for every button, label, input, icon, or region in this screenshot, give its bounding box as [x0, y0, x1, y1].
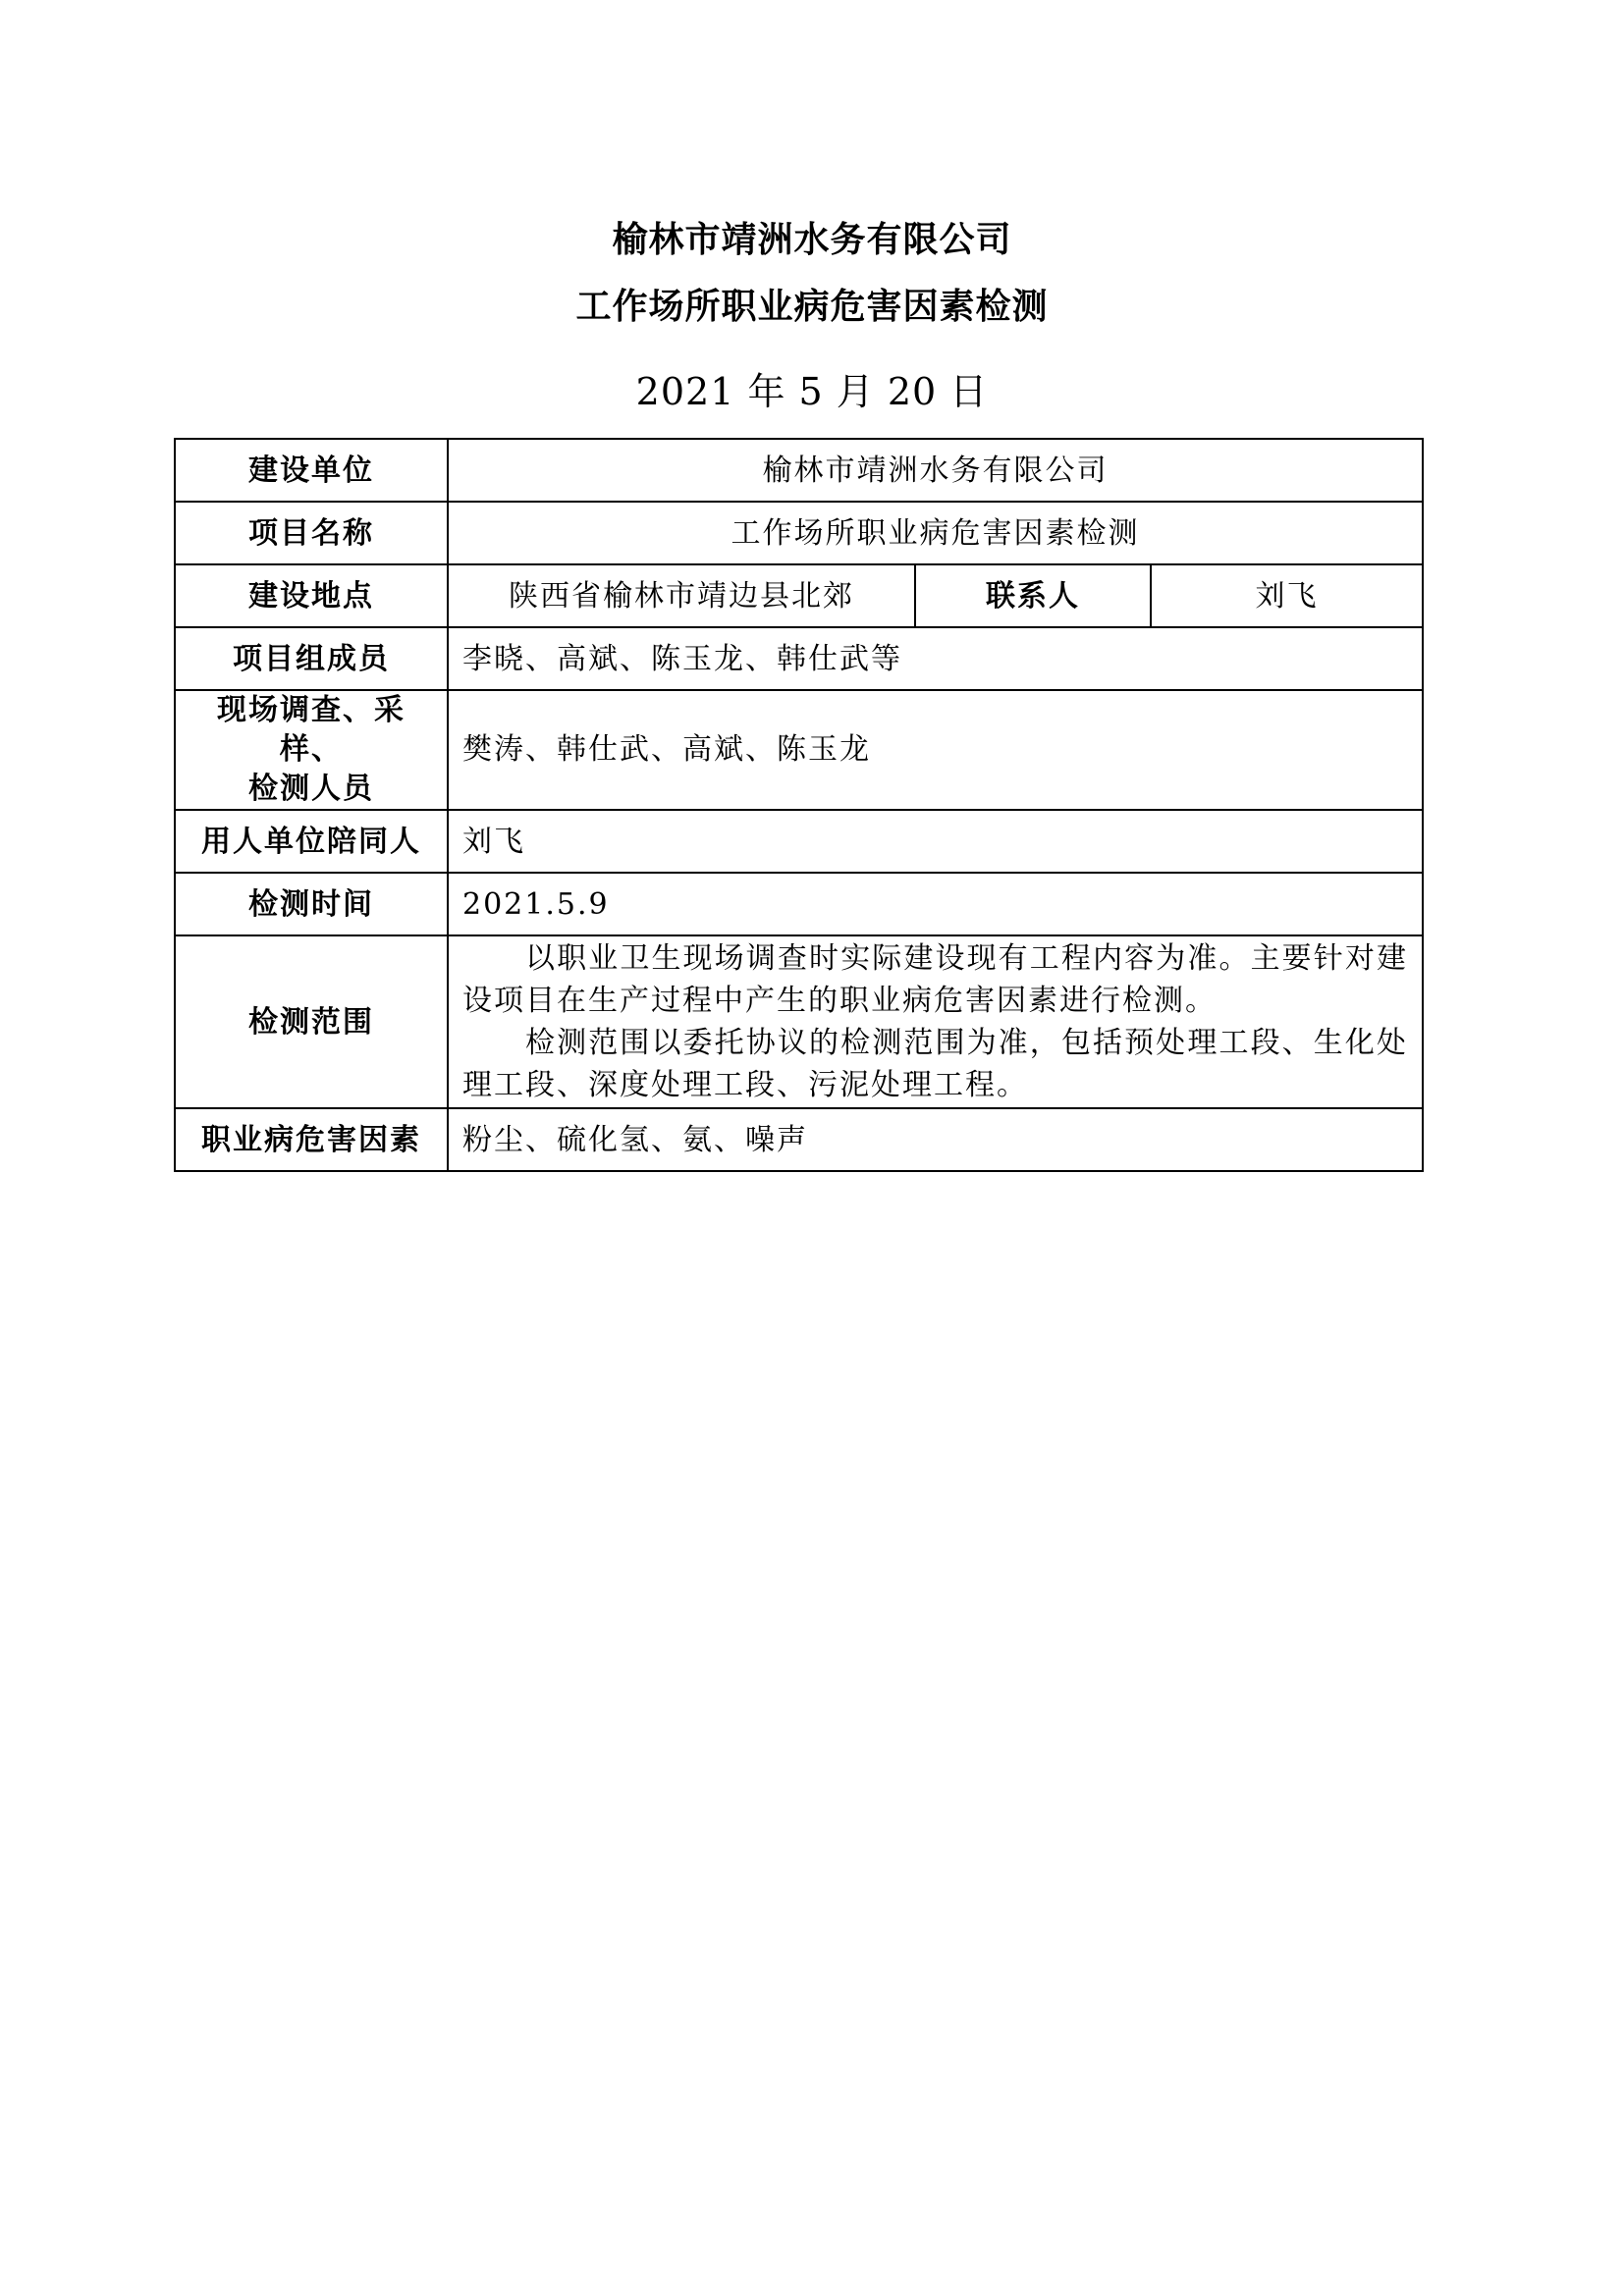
test-scope-value [448, 935, 1423, 1108]
members-value: 李晓、高斌、陈玉龙、韩仕武等 [448, 627, 1423, 690]
project-name-label: 项目名称 [175, 502, 448, 564]
table-row [175, 873, 1423, 935]
table-row [175, 502, 1423, 564]
contact-label: 联系人 [915, 564, 1151, 627]
test-scope-paragraph-1: 以职业卫生现场调查时实际建设现有工程内容为准。主要针对建设项目在生产过程中产生的职业病危害因素进行检测。 [462, 941, 1409, 1018]
employer-escort-value: 刘飞 [448, 810, 1423, 873]
location-value: 陕西省榆林市靖边县北郊 [448, 564, 915, 627]
company-title: 榆林市靖洲水务有限公司 [612, 220, 1012, 260]
table-row [175, 627, 1423, 690]
project-name-value: 工作场所职业病危害因素检测 [448, 502, 1423, 564]
project-title: 工作场所职业病危害因素检测 [575, 287, 1049, 327]
test-time-value: 2021.5.9 [448, 873, 1423, 935]
employer-escort-label: 用人单位陪同人 [175, 810, 448, 873]
table-row [175, 439, 1423, 502]
survey-staff-label-line2: 检测人员 [248, 772, 374, 806]
survey-staff-value: 樊涛、韩仕武、高斌、陈玉龙 [448, 690, 1423, 810]
test-scope-paragraph-2: 检测范围以委托协议的检测范围为准，包括预处理工段、生化处理工段、深度处理工段、污泥处理工程。 [462, 1026, 1409, 1102]
report-date: 2021 年 5 月 20 日 [635, 370, 989, 413]
table-row [175, 810, 1423, 873]
construction-unit-label: 建设单位 [175, 439, 448, 502]
survey-staff-label [175, 690, 448, 810]
project-info-table [174, 438, 1424, 1172]
table-row [175, 935, 1423, 1108]
construction-unit-value: 榆林市靖洲水务有限公司 [448, 439, 1423, 502]
hazards-value: 粉尘、硫化氢、氨、噪声 [448, 1108, 1423, 1171]
hazards-label: 职业病危害因素 [175, 1108, 448, 1171]
table-row [175, 1108, 1423, 1171]
location-label: 建设地点 [175, 564, 448, 627]
contact-value: 刘飞 [1151, 564, 1423, 627]
test-scope-label: 检测范围 [175, 935, 448, 1108]
table-row [175, 564, 1423, 627]
members-label: 项目组成员 [175, 627, 448, 690]
table-row [175, 690, 1423, 810]
test-time-label: 检测时间 [175, 873, 448, 935]
survey-staff-label-line1: 现场调查、采样、 [217, 693, 406, 767]
